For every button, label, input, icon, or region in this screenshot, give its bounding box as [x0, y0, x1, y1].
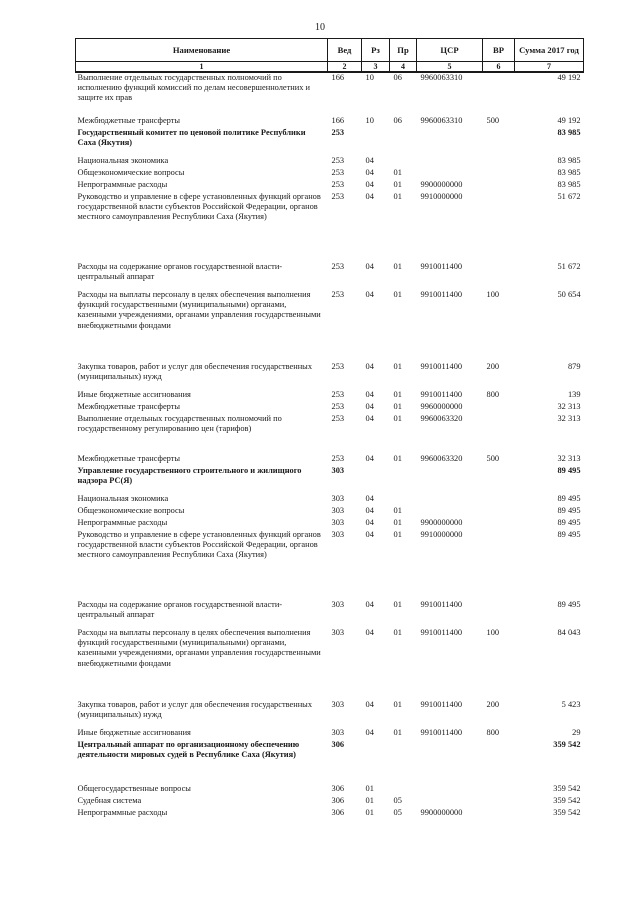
row-csr: 9900000000 — [420, 180, 463, 189]
column-number: 7 — [515, 62, 584, 73]
row-sum: 139 — [567, 390, 581, 399]
row-rz: 04 — [365, 494, 374, 503]
row-vr — [483, 262, 515, 290]
row-csr — [417, 128, 483, 156]
row-pr: 01 — [393, 628, 402, 637]
row-pr: 01 — [393, 728, 402, 737]
row-rz: 04 — [365, 700, 374, 709]
column-number: 4 — [390, 62, 417, 73]
row-vr — [483, 128, 515, 156]
row-ved: 303 — [331, 700, 345, 709]
row-name: Руководство и управление в сфере установленных функций органов государственной власти субъектов Российской Федерации, органов местного самоуправления Республики Саха (Якутия) — [77, 530, 321, 560]
row-csr: 9910000000 — [420, 530, 463, 539]
row-sum: 49 192 — [557, 73, 581, 82]
row-rz: 04 — [365, 362, 374, 371]
row-rz: 04 — [365, 402, 374, 411]
row-ved: 253 — [331, 168, 345, 177]
table-row — [76, 796, 584, 808]
row-name: Межбюджетные трансферты — [77, 454, 181, 463]
row-name: Межбюджетные трансферты — [77, 116, 181, 125]
row-pr: 01 — [393, 362, 402, 371]
row-csr: 9910011400 — [420, 628, 463, 637]
table-header-row — [76, 39, 584, 62]
row-name: Непрограммные расходы — [77, 518, 168, 527]
row-csr — [417, 494, 483, 506]
row-vr: 100 — [486, 628, 500, 637]
row-rz: 04 — [365, 180, 374, 189]
row-vr — [483, 518, 515, 530]
row-sum: 359 542 — [553, 808, 581, 817]
header-rz: Рз — [362, 39, 390, 62]
table-row — [76, 414, 584, 454]
row-pr — [390, 128, 417, 156]
row-rz: 10 — [365, 73, 374, 82]
table-row — [76, 116, 584, 128]
row-pr: 01 — [393, 168, 402, 177]
row-name: Расходы на выплаты персоналу в целях обеспечения выполнения функций государственными (муниципальными) органами, казенными учреждениями, органами управления государственными внебюджетными фондами — [77, 628, 321, 668]
row-sum: 51 672 — [557, 192, 581, 201]
row-name: Закупка товаров, работ и услуг для обеспечения государственных (муниципальных) нужд — [77, 700, 313, 720]
row-rz: 04 — [365, 156, 374, 165]
row-rz: 04 — [365, 414, 374, 423]
row-sum: 89 495 — [557, 466, 581, 475]
row-rz: 04 — [365, 262, 374, 271]
row-sum: 89 495 — [557, 518, 581, 527]
row-csr: 9910011400 — [420, 290, 463, 299]
row-sum: 51 672 — [557, 262, 581, 271]
row-vr — [483, 600, 515, 628]
table-row — [76, 180, 584, 192]
table-row — [76, 454, 584, 466]
row-ved: 166 — [331, 116, 345, 125]
row-ved: 303 — [331, 466, 345, 475]
row-csr: 9960000000 — [420, 402, 463, 411]
page-number: 10 — [315, 22, 325, 33]
table-row — [76, 628, 584, 700]
row-rz — [362, 466, 390, 494]
row-name: Общеэкономические вопросы — [77, 168, 185, 177]
row-csr — [417, 168, 483, 180]
row-csr: 9910011400 — [420, 700, 463, 709]
header-vr: ВР — [483, 39, 515, 62]
row-pr — [390, 466, 417, 494]
row-vr — [483, 506, 515, 518]
row-vr: 200 — [486, 362, 500, 371]
row-sum: 83 985 — [557, 128, 581, 137]
row-vr — [483, 740, 515, 784]
row-vr — [483, 72, 515, 116]
table-row — [76, 168, 584, 180]
row-vr — [483, 494, 515, 506]
row-rz: 01 — [365, 796, 374, 805]
table-row — [76, 290, 584, 362]
row-ved: 253 — [331, 156, 345, 165]
row-vr — [483, 796, 515, 808]
table-row — [76, 518, 584, 530]
row-ved: 253 — [331, 414, 345, 423]
row-vr — [483, 530, 515, 600]
row-csr — [417, 740, 483, 784]
column-number: 2 — [328, 62, 362, 73]
row-name: Непрограммные расходы — [77, 180, 168, 189]
row-csr: 9960063310 — [420, 116, 463, 125]
row-sum: 89 495 — [557, 600, 581, 609]
row-sum: 29 — [572, 728, 581, 737]
row-name: Общеэкономические вопросы — [77, 506, 185, 515]
row-csr — [417, 796, 483, 808]
row-rz: 04 — [365, 506, 374, 515]
table-row — [76, 600, 584, 628]
row-pr: 05 — [393, 808, 402, 817]
row-name: Закупка товаров, работ и услуг для обеспечения государственных (муниципальных) нужд — [77, 362, 313, 382]
row-pr: 06 — [393, 116, 402, 125]
row-csr: 9900000000 — [420, 808, 463, 817]
row-sum: 32 313 — [557, 414, 581, 423]
row-rz: 04 — [365, 518, 374, 527]
row-csr — [417, 784, 483, 796]
table-row — [76, 128, 584, 156]
row-sum: 84 043 — [557, 628, 581, 637]
row-name: Иные бюджетные ассигнования — [77, 390, 191, 399]
row-vr — [483, 402, 515, 414]
row-sum: 32 313 — [557, 402, 581, 411]
row-csr: 9960063320 — [420, 414, 463, 423]
row-pr — [390, 494, 417, 506]
row-name: Выполнение отдельных государственных полномочий по исполнению функций комиссий по делам несовершеннолетних и защите их прав — [77, 73, 311, 103]
row-vr: 800 — [486, 728, 500, 737]
row-sum: 89 495 — [557, 494, 581, 503]
table-row — [76, 402, 584, 414]
row-ved: 253 — [331, 128, 345, 137]
row-csr: 9960063310 — [420, 73, 463, 82]
row-vr: 800 — [486, 390, 500, 399]
row-ved: 303 — [331, 628, 345, 637]
row-sum: 89 495 — [557, 530, 581, 539]
table-row — [76, 506, 584, 518]
row-csr: 9910011400 — [420, 728, 463, 737]
row-ved: 253 — [331, 192, 345, 201]
row-pr: 01 — [393, 700, 402, 709]
row-name: Выполнение отдельных государственных полномочий по государственному регулированию цен (тарифов) — [77, 414, 282, 434]
row-rz: 01 — [365, 808, 374, 817]
row-ved: 306 — [331, 784, 345, 793]
row-pr: 01 — [393, 192, 402, 201]
row-sum: 83 985 — [557, 180, 581, 189]
row-ved: 253 — [331, 390, 345, 399]
table-row — [76, 390, 584, 402]
row-name: Межбюджетные трансферты — [77, 402, 181, 411]
row-rz: 10 — [365, 116, 374, 125]
row-csr — [417, 506, 483, 518]
row-csr: 9910011400 — [420, 262, 463, 271]
row-pr: 06 — [393, 73, 402, 82]
row-csr: 9900000000 — [420, 518, 463, 527]
table-row — [76, 740, 584, 784]
table-row — [76, 466, 584, 494]
row-name: Государственный комитет по ценовой политике Республики Саха (Якутия) — [77, 128, 306, 148]
row-csr: 9910011400 — [420, 390, 463, 399]
row-sum: 83 985 — [557, 156, 581, 165]
row-rz — [362, 128, 390, 156]
row-pr — [390, 156, 417, 168]
row-ved: 253 — [331, 362, 345, 371]
row-name: Руководство и управление в сфере установленных функций органов государственной власти субъектов Российской Федерации, органов местного самоуправления Республики Саха (Якутия) — [77, 192, 321, 222]
table-row — [76, 494, 584, 506]
row-name: Иные бюджетные ассигнования — [77, 728, 191, 737]
row-pr: 01 — [393, 262, 402, 271]
row-sum: 32 313 — [557, 454, 581, 463]
table-row — [76, 530, 584, 600]
row-vr — [483, 180, 515, 192]
row-ved: 253 — [331, 290, 345, 299]
header-name: Наименование — [76, 39, 328, 62]
header-pr: Пр — [390, 39, 417, 62]
row-sum: 49 192 — [557, 116, 581, 125]
row-rz: 04 — [365, 454, 374, 463]
row-sum: 83 985 — [557, 168, 581, 177]
column-number: 5 — [417, 62, 483, 73]
row-name: Национальная экономика — [77, 156, 169, 165]
row-csr: 9960063320 — [420, 454, 463, 463]
table-row — [76, 362, 584, 390]
row-ved: 166 — [331, 73, 345, 82]
row-pr: 01 — [393, 414, 402, 423]
row-name: Центральный аппарат по организационному обеспечению деятельности мировых судей в Республике Саха (Якутия) — [77, 740, 300, 760]
row-sum: 5 423 — [561, 700, 581, 709]
table-row — [76, 728, 584, 740]
row-pr: 05 — [393, 796, 402, 805]
row-vr — [483, 414, 515, 454]
column-number-row — [76, 62, 584, 73]
row-csr: 9910011400 — [420, 362, 463, 371]
row-ved: 303 — [331, 506, 345, 515]
row-sum: 50 654 — [557, 290, 581, 299]
row-sum: 359 542 — [553, 784, 581, 793]
row-pr: 01 — [393, 506, 402, 515]
row-vr — [483, 784, 515, 796]
row-name: Судебная система — [77, 796, 142, 805]
row-pr: 01 — [393, 390, 402, 399]
row-name: Управление государственного строительного и жилищного надзора РС(Я) — [77, 466, 302, 486]
row-ved: 303 — [331, 494, 345, 503]
row-ved: 253 — [331, 454, 345, 463]
row-vr — [483, 168, 515, 180]
row-ved: 306 — [331, 796, 345, 805]
table-row — [76, 262, 584, 290]
row-rz: 04 — [365, 290, 374, 299]
row-pr: 01 — [393, 180, 402, 189]
row-name: Национальная экономика — [77, 494, 169, 503]
table-row — [76, 156, 584, 168]
row-pr: 01 — [393, 518, 402, 527]
row-sum: 879 — [567, 362, 581, 371]
row-rz: 04 — [365, 628, 374, 637]
row-pr — [390, 784, 417, 796]
row-csr: 9910011400 — [420, 600, 463, 609]
row-pr — [390, 740, 417, 784]
row-rz — [362, 740, 390, 784]
row-vr: 500 — [486, 454, 500, 463]
row-vr: 500 — [486, 116, 500, 125]
row-ved: 253 — [331, 402, 345, 411]
row-ved: 253 — [331, 180, 345, 189]
row-name: Общегосударственные вопросы — [77, 784, 191, 793]
row-rz: 04 — [365, 600, 374, 609]
row-pr: 01 — [393, 402, 402, 411]
row-name: Расходы на содержание органов государственной власти- центральный аппарат — [77, 600, 283, 620]
header-csr: ЦСР — [417, 39, 483, 62]
column-number: 1 — [76, 62, 328, 73]
row-ved: 303 — [331, 600, 345, 609]
row-rz: 04 — [365, 530, 374, 539]
row-vr — [483, 192, 515, 262]
column-number: 3 — [362, 62, 390, 73]
header-sum: Сумма 2017 год — [515, 39, 584, 62]
table-row — [76, 808, 584, 820]
row-sum: 89 495 — [557, 506, 581, 515]
row-csr — [417, 466, 483, 494]
row-vr — [483, 466, 515, 494]
row-pr: 01 — [393, 290, 402, 299]
row-name: Расходы на выплаты персоналу в целях обеспечения выполнения функций государственными (муниципальными) органами, казенными учреждениями, органами управления государственными внебюджетными фондами — [77, 290, 321, 330]
row-vr — [483, 808, 515, 820]
row-pr: 01 — [393, 530, 402, 539]
row-name: Непрограммные расходы — [77, 808, 168, 817]
row-pr: 01 — [393, 454, 402, 463]
column-number: 6 — [483, 62, 515, 73]
row-ved: 253 — [331, 262, 345, 271]
row-csr — [417, 156, 483, 168]
row-rz: 04 — [365, 168, 374, 177]
row-rz: 04 — [365, 728, 374, 737]
row-name: Расходы на содержание органов государственной власти- центральный аппарат — [77, 262, 283, 282]
row-ved: 306 — [331, 740, 345, 749]
row-vr: 100 — [486, 290, 500, 299]
row-ved: 303 — [331, 518, 345, 527]
row-rz: 01 — [365, 784, 374, 793]
row-sum: 359 542 — [553, 740, 581, 749]
row-rz: 04 — [365, 192, 374, 201]
row-vr: 200 — [486, 700, 500, 709]
table-row — [76, 72, 584, 116]
header-ved: Вед — [328, 39, 362, 62]
row-vr — [483, 156, 515, 168]
table-row — [76, 700, 584, 728]
table-row — [76, 784, 584, 796]
budget-table — [75, 38, 584, 820]
row-pr: 01 — [393, 600, 402, 609]
row-sum: 359 542 — [553, 796, 581, 805]
row-ved: 303 — [331, 530, 345, 539]
row-csr: 9910000000 — [420, 192, 463, 201]
row-rz: 04 — [365, 390, 374, 399]
table-row — [76, 192, 584, 262]
row-ved: 303 — [331, 728, 345, 737]
row-ved: 306 — [331, 808, 345, 817]
